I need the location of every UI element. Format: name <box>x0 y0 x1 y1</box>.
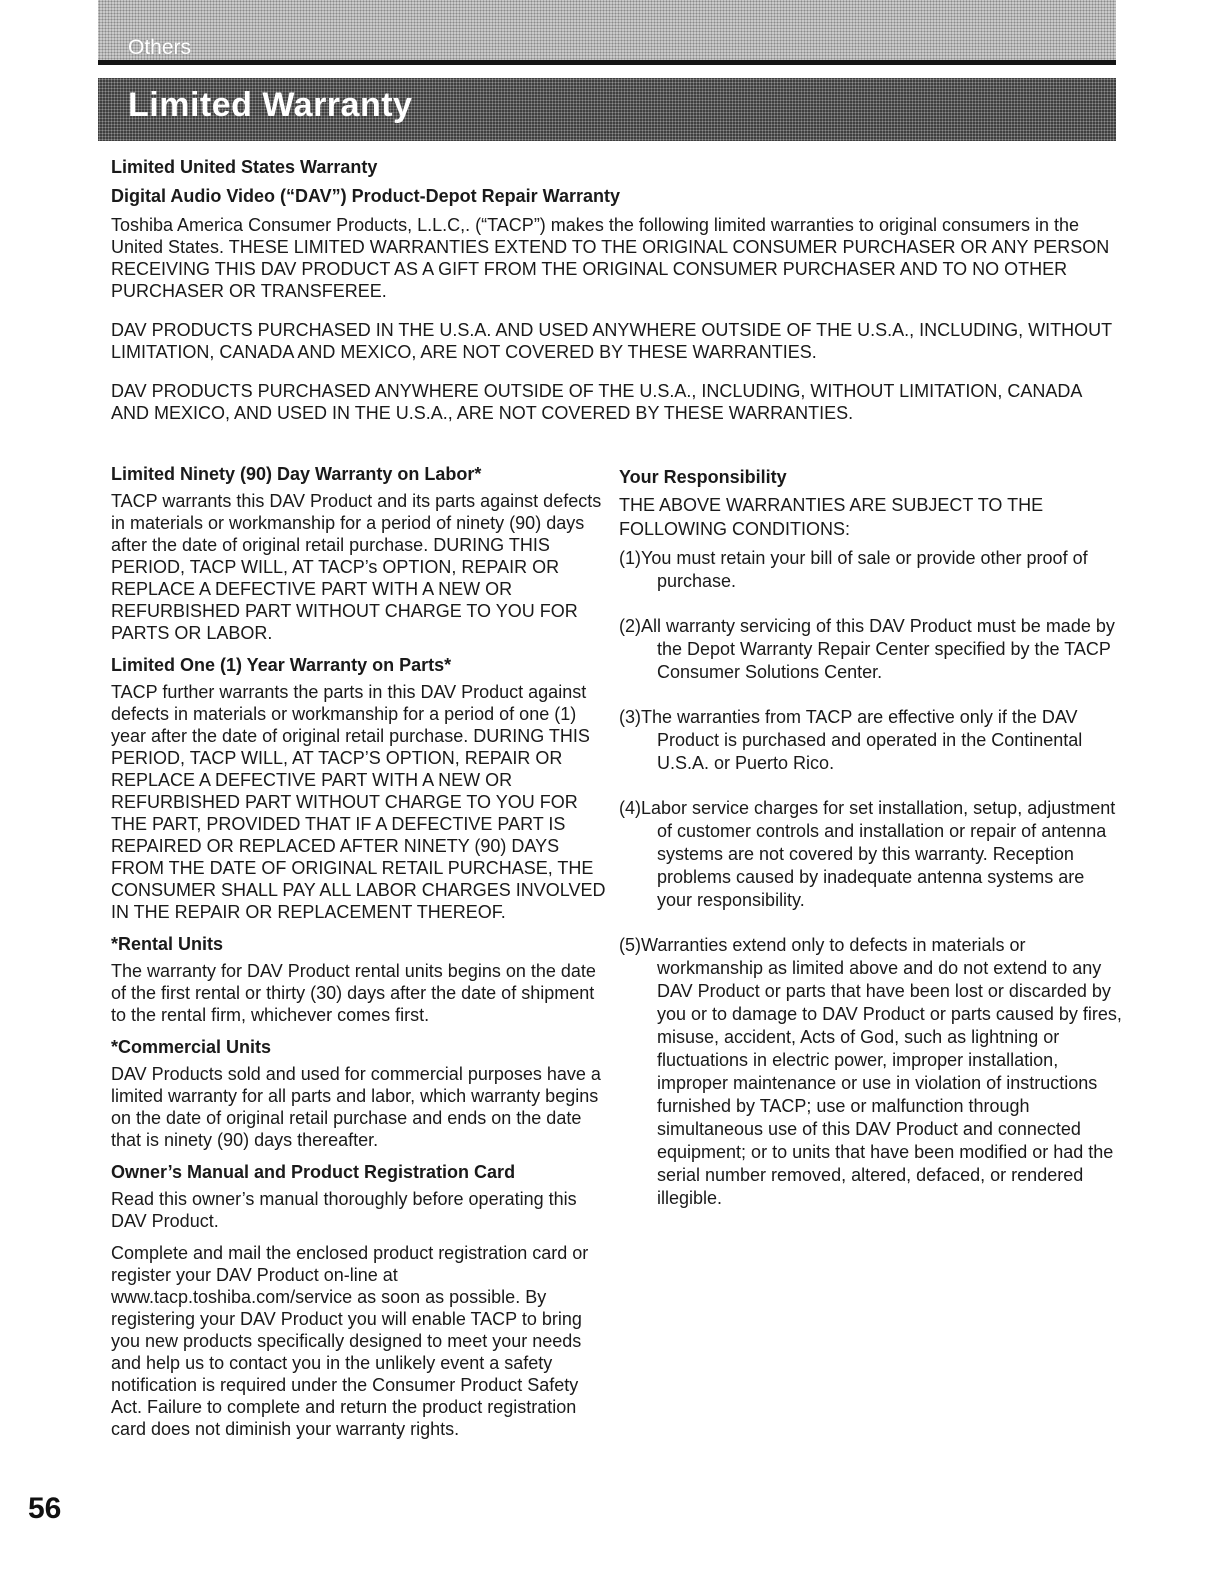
condition-item: (5)Warranties extend only to defects in materials or workmanship as limited above and do not extend to any DAV Product or parts that have been lost or discarded by you or to damage to DAV Product or parts caused by fires, misuse, accident, Acts of God, such as lightning or fluctuations in electric power, improper installation, improper maintenance or use in violation of instructions furnished by TACP; use or malfunction through simultaneous use of this DAV Product and connected equipment; or to units that have been modified or had the serial number removed, altered, defaced, or rendered illegible. <box>619 935 1122 1208</box>
condition-item: (2)All warranty servicing of this DAV Product must be made by the Depot Warranty Repair Center specified by the TACP Consumer Solutions Center. <box>619 616 1115 682</box>
labor-warranty-heading: Limited Ninety (90) Day Warranty on Labor* <box>111 464 482 484</box>
intro-paragraph: DAV PRODUCTS PURCHASED IN THE U.S.A. AND USED ANYWHERE OUTSIDE OF THE U.S.A., INCLUDING, WITHOUT LIMITATION, CANADA AND MEXICO, ARE NOT COVERED BY THESE WARRANTIES. <box>111 320 1112 362</box>
section-header-bar <box>98 0 1116 60</box>
condition-item: (3)The warranties from TACP are effective only if the DAV Product is purchased and operated in the Continental U.S.A. or Puerto Rico. <box>619 707 1083 773</box>
intro-paragraph: Toshiba America Consumer Products, L.L.C,. (“TACP”) makes the following limited warranties to original consumers in the United States. THESE LIMITED WARRANTIES EXTEND TO THE ORIGINAL CONSUMER PURCHASER OR ANY PERSON RECEIVING THIS DAV PRODUCT AS A GIFT FROM THE ORIGINAL CONSUMER PURCHASER AND TO NO OTHER PURCHASER OR TRANSFEREE. <box>111 215 1110 301</box>
title-bar <box>98 78 1116 141</box>
intro-paragraph: DAV PRODUCTS PURCHASED ANYWHERE OUTSIDE OF THE U.S.A., INCLUDING, WITHOUT LIMITATION, CANADA AND MEXICO, AND USED IN THE U.S.A., ARE NOT COVERED BY THESE WARRANTIES. <box>111 381 1082 423</box>
parts-warranty-heading: Limited One (1) Year Warranty on Parts* <box>111 655 452 675</box>
rental-units-body: The warranty for DAV Product rental units begins on the date of the first rental or thirty (30) days after the date of shipment to the rental firm, whichever comes first. <box>111 961 596 1025</box>
commercial-units-heading: *Commercial Units <box>111 1037 272 1057</box>
page-title: Limited Warranty <box>128 86 413 124</box>
responsibility-heading: Your Responsibility <box>619 467 787 487</box>
section-label: Others <box>128 36 192 59</box>
manual-registration-heading: Owner’s Manual and Product Registration Card <box>111 1162 516 1182</box>
left-column <box>111 463 611 1450</box>
intro-section <box>111 156 1121 441</box>
header-rule <box>98 60 1116 65</box>
page-number: 56 <box>28 1492 62 1525</box>
condition-item: (4)Labor service charges for set installation, setup, adjustment of customer controls and installation or repair of antenna systems are not covered by this warranty. Reception problems caused by inadequate antenna systems are your responsibility. <box>619 798 1116 910</box>
right-column <box>619 466 1124 1232</box>
parts-warranty-body: TACP further warrants the parts in this DAV Product against defects in materials or workmanship for a period of one (1) year after the date of original retail purchase. DURING THIS PERIOD, TACP WILL, AT TACP’S OPTION, REPAIR OR REPLACE A DEFECTIVE PART WITH A NEW OR REFURBISHED PART WITHOUT CHARGE TO YOU FOR THE PART, PROVIDED THAT IF A DEFECTIVE PART IS REPAIRED OR REPLACED AFTER NINETY (90) DAYS FROM THE DATE OF ORIGINAL RETAIL PURCHASE, THE CONSUMER SHALL PAY ALL LABOR CHARGES INVOLVED IN THE REPAIR OR REPLACEMENT THEREOF. <box>111 682 606 922</box>
condition-item: (1)You must retain your bill of sale or provide other proof of purchase. <box>619 548 1088 591</box>
intro-heading-us-warranty: Limited United States Warranty <box>111 157 378 177</box>
manual-registration-body: Complete and mail the enclosed product registration card or register your DAV Product on-line at www.tacp.toshiba.com/service as soon as possible. By registering your DAV Product you will enable TACP to bring you new products specifically designed to meet your needs and help us to contact you in the unlikely event a safety notification is required under the Consumer Product Safety Act. Failure to complete and return the product registration card does not diminish your warranty rights. <box>111 1243 589 1439</box>
responsibility-lead: THE ABOVE WARRANTIES ARE SUBJECT TO THE FOLLOWING CONDITIONS: <box>619 495 1044 539</box>
rental-units-heading: *Rental Units <box>111 934 224 954</box>
intro-heading-depot-repair: Digital Audio Video (“DAV”) Product-Depot Repair Warranty <box>111 186 621 206</box>
manual-registration-body: Read this owner’s manual thoroughly before operating this DAV Product. <box>111 1189 577 1231</box>
commercial-units-body: DAV Products sold and used for commercial purposes have a limited warranty for all parts and labor, which warranty begins on the date of original retail purchase and ends on the date that is ninety (90) days thereafter. <box>111 1064 601 1150</box>
labor-warranty-body: TACP warrants this DAV Product and its parts against defects in materials or workmanship for a period of ninety (90) days after the date of original retail purchase. DURING THIS PERIOD, TACP WILL, AT TACP’s OPTION, REPAIR OR REPLACE A DEFECTIVE PART WITH A NEW OR REFURBISHED PART WITHOUT CHARGE TO YOU FOR PARTS OR LABOR. <box>111 491 602 643</box>
